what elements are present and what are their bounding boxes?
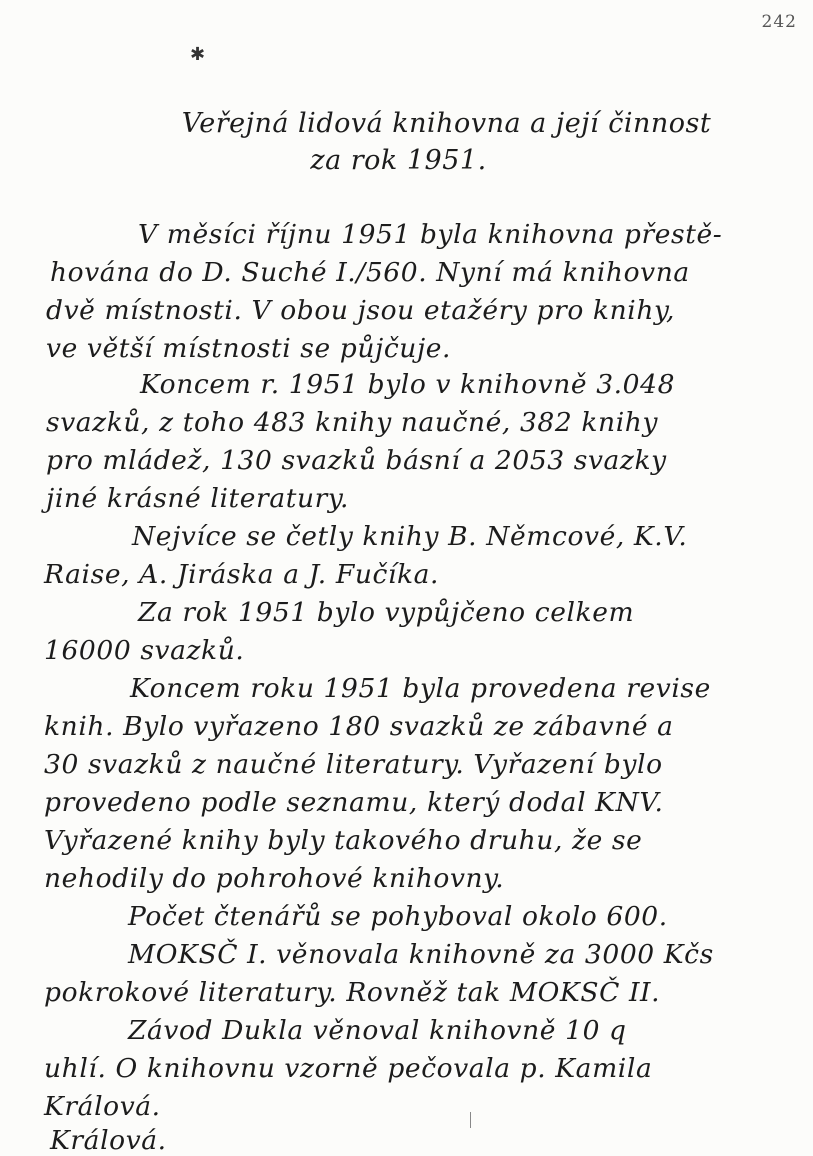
text-line-4: ve větší místnosti se půjčuje. (46, 333, 452, 364)
text-line-15: 30 svazků z naučné literatury. Vyřazení bylo (44, 749, 663, 780)
text-line-20: MOKSČ I. věnovala knihovně za 3000 Kčs (128, 939, 714, 970)
text-line-18: nehodily do pohrohové knihovny. (44, 863, 505, 894)
text-line-23: uhlí. O knihovnu vzorně pečovala p. Kamila (44, 1053, 653, 1084)
text-line-24: Králová. (44, 1091, 161, 1122)
text-line-11: Za rok 1951 bylo vypůjčeno celkem (138, 597, 635, 628)
text-line-10: Raise, A. Jiráska a J. Fučíka. (44, 559, 440, 590)
text-line-21: pokrokové literatury. Rovněž tak MOKSČ II. (44, 977, 661, 1008)
text-line-19: Počet čtenářů se pohyboval okolo 600. (128, 901, 668, 932)
page-subtitle: za rok 1951. (310, 145, 487, 176)
page-number: 242 (761, 12, 797, 32)
text-line-16: provedeno podle seznamu, který dodal KNV. (44, 787, 664, 818)
text-line-17: Vyřazené knihy byly takového druhu, že se (44, 825, 643, 856)
text-line-22: Závod Dukla věnoval knihovně 10 q (128, 1015, 627, 1046)
text-line-12: 16000 svazků. (44, 635, 245, 666)
text-line-9: Nejvíce se četly knihy B. Němcové, K.V. (132, 521, 688, 552)
text-line-7: pro mládež, 130 svazků básní a 2053 svazky (46, 445, 667, 476)
text-line-13: Koncem roku 1951 byla provedena revise (130, 673, 711, 704)
text-line-14: knih. Bylo vyřazeno 180 svazků ze zábavné a (44, 711, 674, 742)
ink-mark: ✱ (190, 44, 206, 65)
text-line-6: svazků, z toho 483 knihy naučné, 382 knihy (46, 407, 659, 438)
text-line-25: Králová. (50, 1125, 167, 1156)
page-title: Veřejná lidová knihovna a její činnost (181, 108, 712, 139)
text-line-3: dvě místnosti. V obou jsou etažéry pro knihy, (46, 295, 676, 326)
text-line-1: V měsíci říjnu 1951 byla knihovna přestě- (138, 219, 723, 250)
text-line-2: hována do D. Suché I./560. Nyní má knihovna (50, 257, 690, 288)
pen-mark (470, 1112, 471, 1128)
text-line-5: Koncem r. 1951 bylo v knihovně 3.048 (140, 369, 676, 400)
text-line-8: jiné krásné literatury. (46, 483, 349, 514)
